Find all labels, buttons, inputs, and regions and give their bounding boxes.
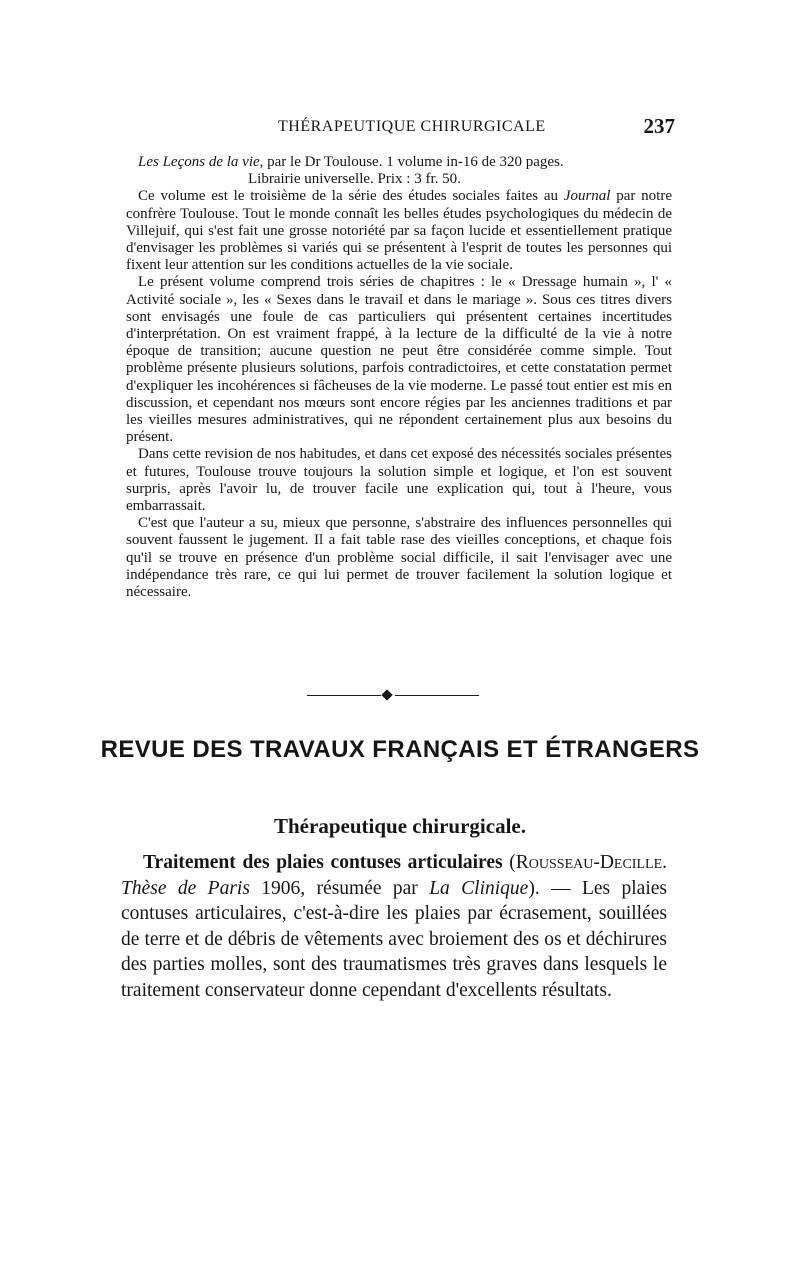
separator-line [307, 695, 381, 696]
review-paragraph-1-text: Ce volume est le troisième de la série des études sociales faites au [138, 188, 559, 205]
review-paragraph [126, 188, 672, 274]
citation-details: . 1 volume in-16 de 320 pages. [378, 154, 564, 170]
page-number: 237 [643, 114, 675, 138]
citation-author: , par le Dr Toulouse [259, 154, 379, 170]
review-paragraph: Le présent volume comprend trois séries de chapitres : le « Dressage humain », l' « Activité sociale », les « Sexes dans le travail et dans le mariage ». Sous ces titres divers sont envisagés une foule de cas particuliers qui présentent certaines incertitudes d'interprétation. On est vraiment frappé, à la lecture de la difficulté de la vie à notre époque de transition; aucune question ne peut être considérée comme simple. Tout problème présente plusieurs solutions, parfois contradictoires, et cette constatation permet d'expliquer les incohérences si fâcheuses de la vie moderne. Le passé tout entier est mis en discussion, et cependant nos mœurs sont encore régies par les anciennes traditions et par les vieilles mesures administratives, qui ne répondent certainement plus aux besoins du présent. [126, 274, 672, 446]
citation-title: Les Leçons de la vie [138, 154, 260, 170]
subsection-heading: Thérapeutique chirurgicale. [274, 814, 526, 838]
article-source-thesis: Thèse de Paris [121, 877, 250, 899]
article-author: Rousseau-Decille [515, 852, 663, 873]
article-punctuation: ( [502, 852, 516, 873]
ornamental-separator [307, 690, 479, 702]
journal-title: Journal [563, 188, 611, 205]
article-title: Traitement des plaies contuses articulaires [143, 852, 503, 873]
review-paragraph: Dans cette revision de nos habitudes, et dans cet exposé des nécessités sociales présentes et futures, Toulouse trouve toujours la solution simple et logique, et l'on est souvent surpris, après l'avoir lu, de trouver facile une explication qui, tout à l'heure, vous embarrassait. [126, 446, 672, 515]
separator-line [395, 695, 479, 696]
section-heading: REVUE DES TRAVAUX FRANÇAIS ET ÉTRANGERS [100, 736, 700, 763]
article-source-year: 1906, résumée par [249, 877, 430, 899]
article-body: ). — Les plaies contuses articulaires, c'est-à-dire les plaies par écrasement, souillées de terre et de débris de vêtements avec broiement des os et déchirures des parties molles, sont des traumatismes très graves dans lesquels le traitement conservateur donne cependant d'excellents résultats. [121, 877, 667, 1001]
article-source-journal: La Clinique [429, 877, 529, 899]
running-title: THÉRAPEUTIQUE CHIRURGICALE [278, 118, 546, 135]
review-citation [126, 154, 672, 188]
review-paragraph-1-text: par notre confrère Toulouse. Tout le monde connaît les belles études psychologiques du médecin de Villejuif, qui s'est fait une grosse notoriété par sa façon lucide et essentiellement pratique d'envisager les problèmes si variés qui se présentent à l'esprit de toutes les personnes qui fixent leur attention sur les conditions actuelles de la vie sociale. [126, 188, 672, 274]
article [121, 850, 667, 1004]
diamond-ornament-icon [381, 689, 392, 700]
article-paragraph [121, 850, 667, 1004]
citation-publisher: Librairie universelle. Prix : 3 fr. 50. [248, 171, 461, 188]
book-review [126, 154, 672, 601]
review-paragraph: C'est que l'auteur a su, mieux que personne, s'abstraire des influences personnelles qui souvent faussent le jugement. Il a fait table rase des vieilles conceptions, et chaque fois qu'il se trouve en présence d'un problème social difficile, il sait l'envisager avec une indépendance très rare, ce qui lui permet de trouver facilement la solution logique et nécessaire. [126, 515, 672, 601]
running-head [130, 116, 675, 140]
article-punctuation: . [662, 852, 667, 873]
